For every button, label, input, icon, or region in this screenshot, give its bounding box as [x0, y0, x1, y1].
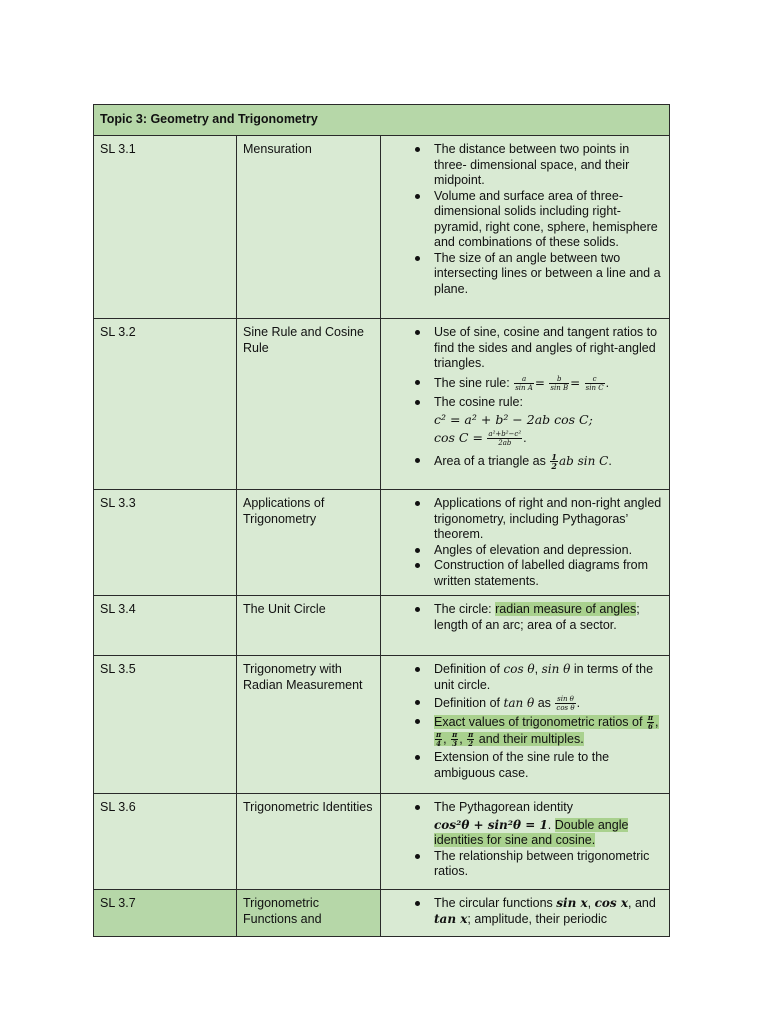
bullet-list — [385, 496, 665, 589]
fraction — [487, 430, 522, 447]
content-cell — [381, 794, 670, 890]
text: Definition of — [434, 695, 501, 710]
fraction — [555, 695, 575, 712]
denominator: 2ab — [498, 438, 512, 447]
math-tan: tan x — [434, 911, 468, 926]
code-cell: SL 3.7 — [94, 890, 237, 937]
code-cell: SL 3.3 — [94, 490, 237, 596]
table-row — [94, 890, 670, 937]
topic-cell: Sine Rule and Cosine Rule — [237, 319, 381, 490]
cosine-rule-equation: c² = a² + b² − 2ab cos C; — [434, 412, 593, 427]
topic-cell: Trigonometric Functions and — [237, 890, 381, 937]
table-row — [94, 319, 670, 490]
text: Definition of — [434, 662, 501, 676]
topic-cell: Trigonometric Identities — [237, 794, 381, 890]
fraction — [550, 453, 558, 470]
bullet-list — [385, 800, 665, 880]
code-cell: SL 3.4 — [94, 596, 237, 656]
bullet-list — [385, 662, 665, 781]
fraction — [514, 375, 534, 392]
fraction — [549, 375, 569, 392]
sine-rule-label: The sine rule: — [434, 375, 510, 390]
math-cos: cos θ — [503, 662, 535, 676]
topic-title: Topic 3: Geometry and Trigonometry — [94, 105, 670, 136]
circle-rest: ; length of an arc; area of a sector. — [434, 602, 640, 632]
highlighted-text: Double angle identities for sine and cosine. — [434, 817, 629, 847]
denominator: 4 — [436, 739, 441, 748]
list-item: Area of a triangle as $\frac{1}{2}$ ab sin C. — [385, 453, 665, 470]
denominator: sin C — [585, 383, 604, 392]
list-item: The relationship between trigonometric ratios. — [385, 849, 665, 880]
table-row — [94, 794, 670, 890]
fraction — [451, 731, 458, 748]
table-row — [94, 596, 670, 656]
code-cell: SL 3.2 — [94, 319, 237, 490]
bullet-list — [385, 602, 665, 633]
numerator: π — [468, 730, 474, 739]
table-row — [94, 656, 670, 794]
numerator: 1 — [551, 451, 557, 462]
table-row — [94, 490, 670, 596]
math-sin: sin x — [556, 896, 588, 910]
bullet-list — [385, 896, 665, 927]
table-header-row — [94, 105, 670, 136]
text: Exact values of trigonometric ratios of — [434, 714, 643, 729]
content-cell — [381, 136, 670, 319]
list-item — [385, 602, 665, 633]
content-cell — [381, 319, 670, 490]
list-item — [385, 800, 665, 849]
numerator: sin θ — [557, 695, 574, 703]
bullet-list — [385, 142, 665, 297]
list-item: The sine rule: $\frac{a}{\text{sin A}}$ = $\frac{b}{\text{sin B}}$ = $\frac{c}{\text{sin C}}$ . — [385, 375, 665, 392]
text: The Pythagorean identity — [434, 800, 573, 814]
text: and — [634, 896, 656, 910]
highlighted-text: radian measure of angles — [495, 602, 637, 616]
syllabus-table — [93, 104, 670, 937]
topic-cell: Trigonometry with Radian Measurement — [237, 656, 381, 794]
numerator: π — [452, 730, 458, 739]
code-cell: SL 3.1 — [94, 136, 237, 319]
list-item: Definition of tan θ as $\frac{\text{sin θ}}{\text{cos θ}}$ . — [385, 695, 665, 712]
denominator: sin B — [550, 383, 569, 392]
math-sin: sin θ — [541, 662, 571, 676]
fraction — [647, 714, 654, 731]
fraction — [585, 375, 605, 392]
list-item: The circular functions sin x, cos x, and tan x; amplitude, their periodic — [385, 896, 665, 927]
numerator: b — [549, 375, 569, 384]
circle-label: The circle: — [434, 602, 492, 616]
text: ; amplitude, their periodic — [467, 911, 608, 926]
topic-cell: The Unit Circle — [237, 596, 381, 656]
text: The circular functions — [434, 896, 553, 910]
text: and their multiples. — [478, 731, 584, 746]
highlighted-text: Exact values of trigonometric ratios of $\frac{\pi}{6}$ , $\frac{\pi}{4}$ , $\frac{\pi}{3}$ , $\frac{\pi}{2}$ and their multiples. — [434, 713, 659, 748]
denominator: 2 — [468, 739, 474, 748]
list-item: Definition of cos θ, sin θ in terms of the unit circle. — [385, 662, 665, 693]
fraction — [435, 731, 442, 748]
cosine-rule-label: The cosine rule: — [434, 394, 523, 409]
list-item: The size of an angle between two intersecting lines or between a line and a plane. — [385, 251, 665, 298]
area-expression: ab sin C — [558, 453, 609, 468]
fraction — [467, 731, 474, 748]
content-cell — [381, 596, 670, 656]
area-label: Area of a triangle as — [434, 453, 546, 468]
equation-lhs: cos C = — [434, 429, 483, 445]
numerator: a — [514, 375, 534, 384]
denominator: cos θ — [556, 704, 575, 712]
list-item — [385, 714, 665, 748]
list-item: Angles of elevation and depression. — [385, 543, 665, 559]
text: as — [537, 695, 551, 710]
denominator: sin A — [515, 383, 533, 392]
numerator: a²+b²−c² — [488, 429, 522, 438]
math-tan: tan θ — [503, 695, 535, 710]
content-cell — [381, 890, 670, 937]
code-cell: SL 3.6 — [94, 794, 237, 890]
text: in terms of the unit circle. — [434, 662, 654, 692]
list-item: Applications of right and non-right angled trigonometry, including Pythagoras’ theorem. — [385, 496, 665, 543]
content-cell — [381, 490, 670, 596]
topic-cell: Mensuration — [237, 136, 381, 319]
pythagorean-identity: cos²θ + sin²θ = 1 — [434, 817, 548, 832]
denominator: 3 — [452, 739, 458, 748]
list-item: Extension of the sine rule to the ambiguous case. — [385, 750, 665, 781]
denominator: 6 — [648, 722, 653, 731]
list-item: The distance between two points in three- dimensional space, and their midpoint. — [385, 142, 665, 189]
numerator: c — [585, 375, 605, 384]
code-cell: SL 3.5 — [94, 656, 237, 794]
table-row — [94, 136, 670, 319]
identity-line: cos²θ + sin²θ = 1. Double angle identities for sine and cosine. — [434, 817, 629, 847]
list-item: Volume and surface area of three-dimensional solids including right-pyramid, right cone, sphere, hemisphere and combinations of these solids. — [385, 189, 665, 251]
list-item: Construction of labelled diagrams from written statements. — [385, 558, 665, 589]
cosine-rule-rearranged: cos C = $\frac{\text{a²+b²−c²}}{2ab}$ . — [434, 429, 527, 447]
numerator: π — [436, 730, 442, 739]
list-item: Use of sine, cosine and tangent ratios to find the sides and angles of right-angled triangles. — [385, 325, 665, 372]
bullet-list — [385, 325, 665, 470]
content-cell — [381, 656, 670, 794]
numerator: π — [647, 713, 654, 722]
list-item — [385, 395, 665, 447]
denominator: 2 — [551, 460, 557, 471]
topic-cell: Applications of Trigonometry — [237, 490, 381, 596]
math-cos: cos x — [594, 896, 629, 910]
